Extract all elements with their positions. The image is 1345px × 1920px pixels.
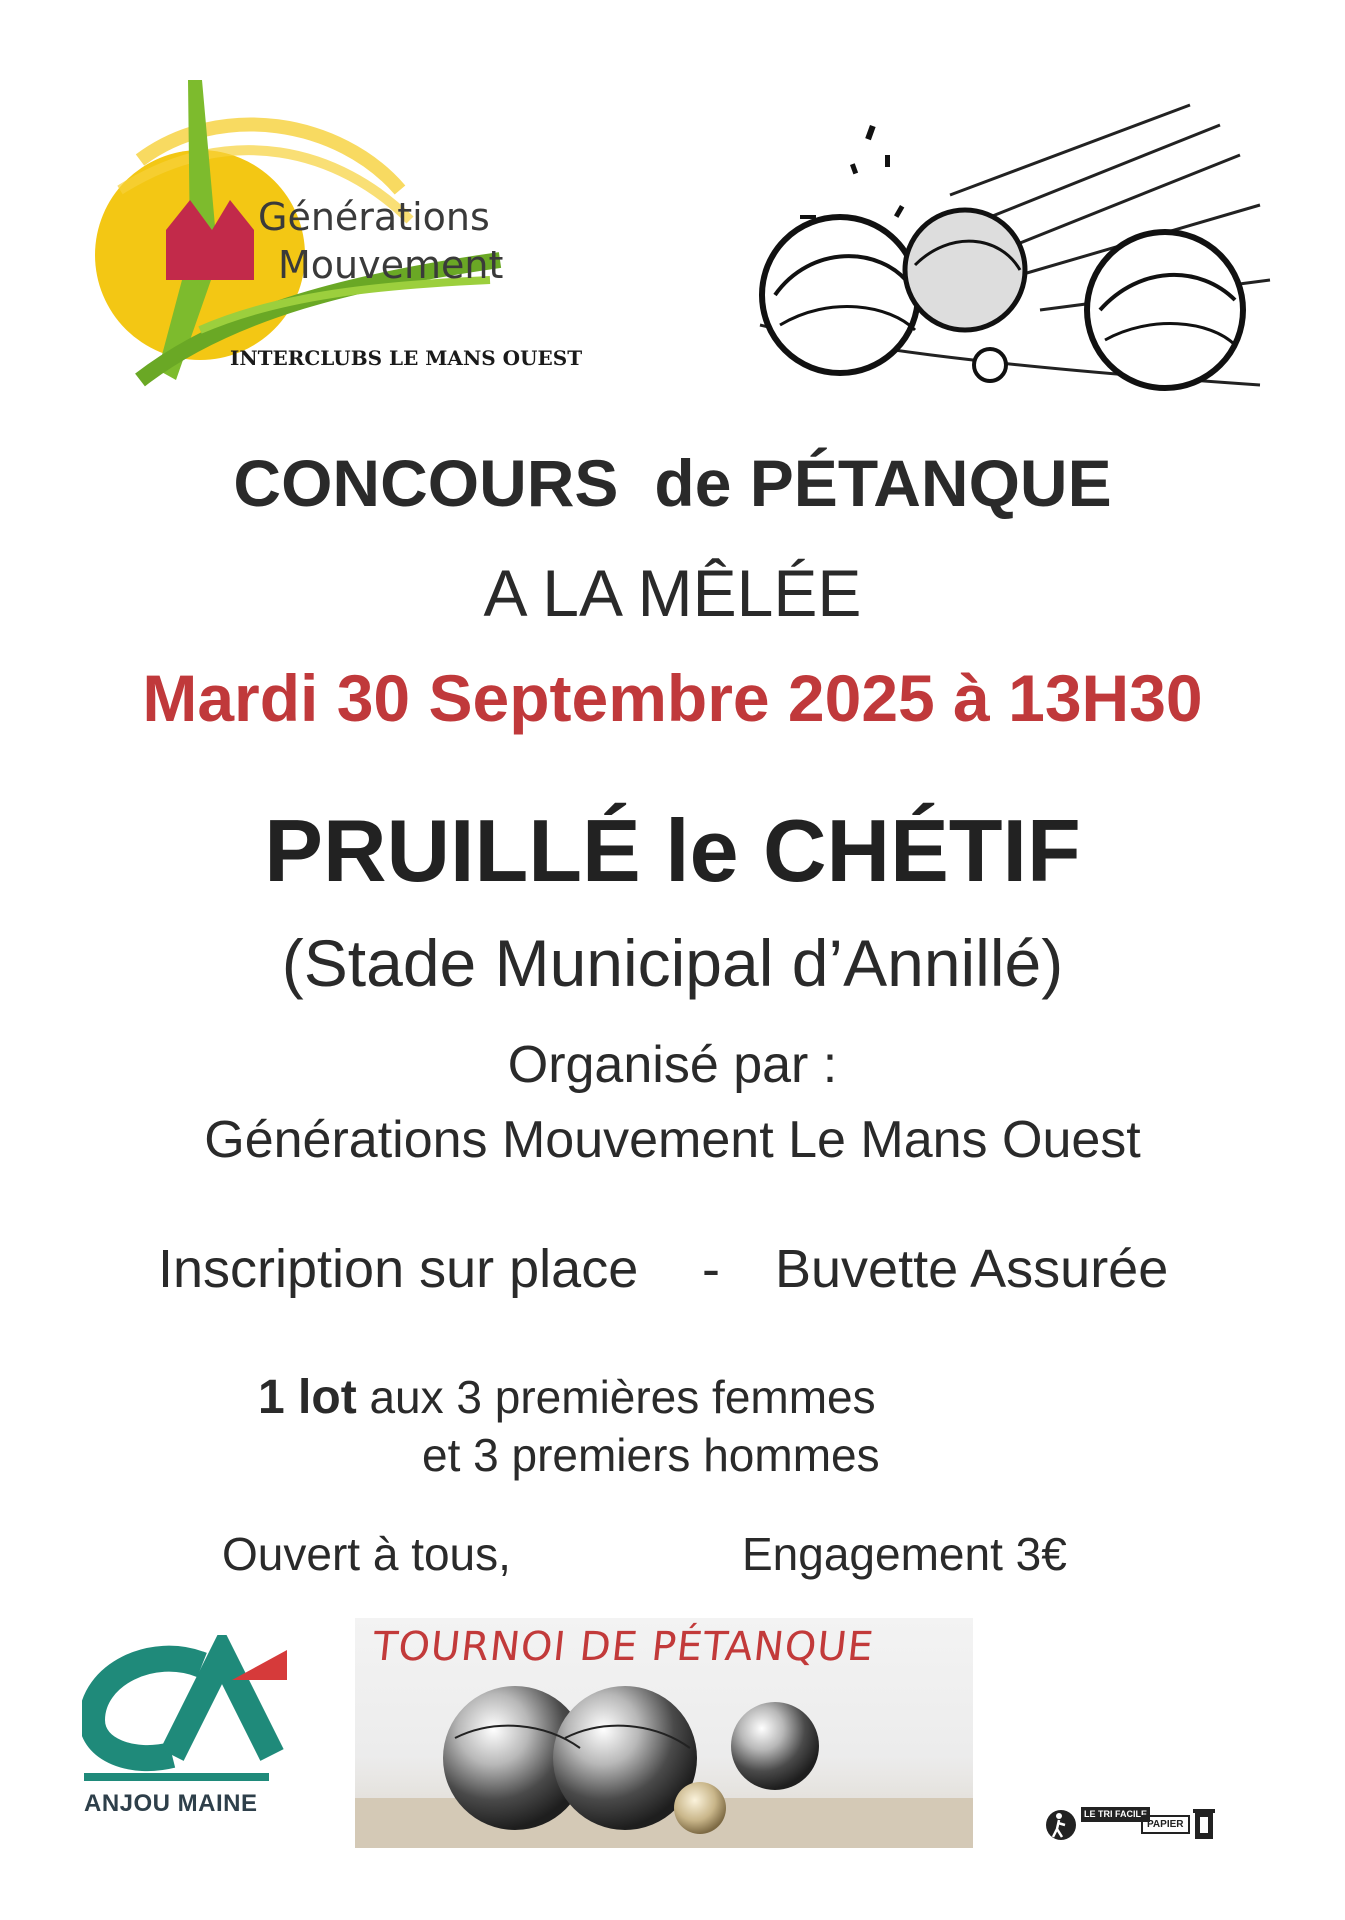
tournoi-banner [355, 1618, 973, 1848]
organizer-label: Organisé par : [507, 1036, 838, 1094]
inscription-text: Inscription sur place [158, 1239, 639, 1299]
title-part-2: de PÉTANQUE [654, 446, 1112, 520]
recycle-person-icon [1045, 1807, 1077, 1843]
prize-line-1 [258, 1370, 876, 1425]
open-to-all-text: Ouvert à tous, [222, 1528, 511, 1580]
organizer-name: Générations Mouvement Le Mans Ouest [204, 1111, 1141, 1169]
logo-line-2: Mouvement [278, 243, 504, 287]
tournoi-title: TOURNOI DE PÉTANQUE [370, 1624, 877, 1670]
entry-fee-text: Engagement 3€ [742, 1528, 1067, 1580]
info-separator: - [702, 1239, 720, 1299]
logo-line-1: Générations [258, 195, 490, 239]
event-venue: (Stade Municipal d’Annillé) [281, 926, 1064, 1000]
event-place: PRUILLÉ le CHÉTIF [264, 801, 1081, 900]
title-part-1: CONCOURS [233, 446, 619, 520]
prize-line-2: et 3 premiers hommes [422, 1429, 880, 1481]
event-title [0, 445, 1345, 521]
recycling-badge [1045, 1805, 1215, 1845]
event-subtitle: A LA MÊLÉE [483, 556, 862, 630]
credit-agricole-logo [82, 1635, 292, 1785]
generations-mouvement-logo [80, 80, 610, 410]
logo-graphic [80, 80, 610, 410]
logo-subtitle: INTERCLUBS LE MANS OUEST [230, 346, 583, 370]
tri-facile-label: LE TRI FACILE [1081, 1807, 1150, 1822]
prize-line-1-rest: aux 3 premières femmes [369, 1371, 876, 1423]
boules-drawing [720, 95, 1280, 410]
bin-icon [1193, 1807, 1215, 1841]
event-date: Mardi 30 Septembre 2025 à 13H30 [142, 661, 1203, 735]
buvette-text: Buvette Assurée [775, 1239, 1169, 1299]
boules-illustration [720, 95, 1280, 410]
papier-label: PAPIER [1141, 1815, 1190, 1834]
sponsor-caption: ANJOU MAINE [84, 1790, 258, 1817]
ca-logo-graphic [82, 1635, 292, 1785]
prize-strong: 1 lot [258, 1371, 357, 1424]
